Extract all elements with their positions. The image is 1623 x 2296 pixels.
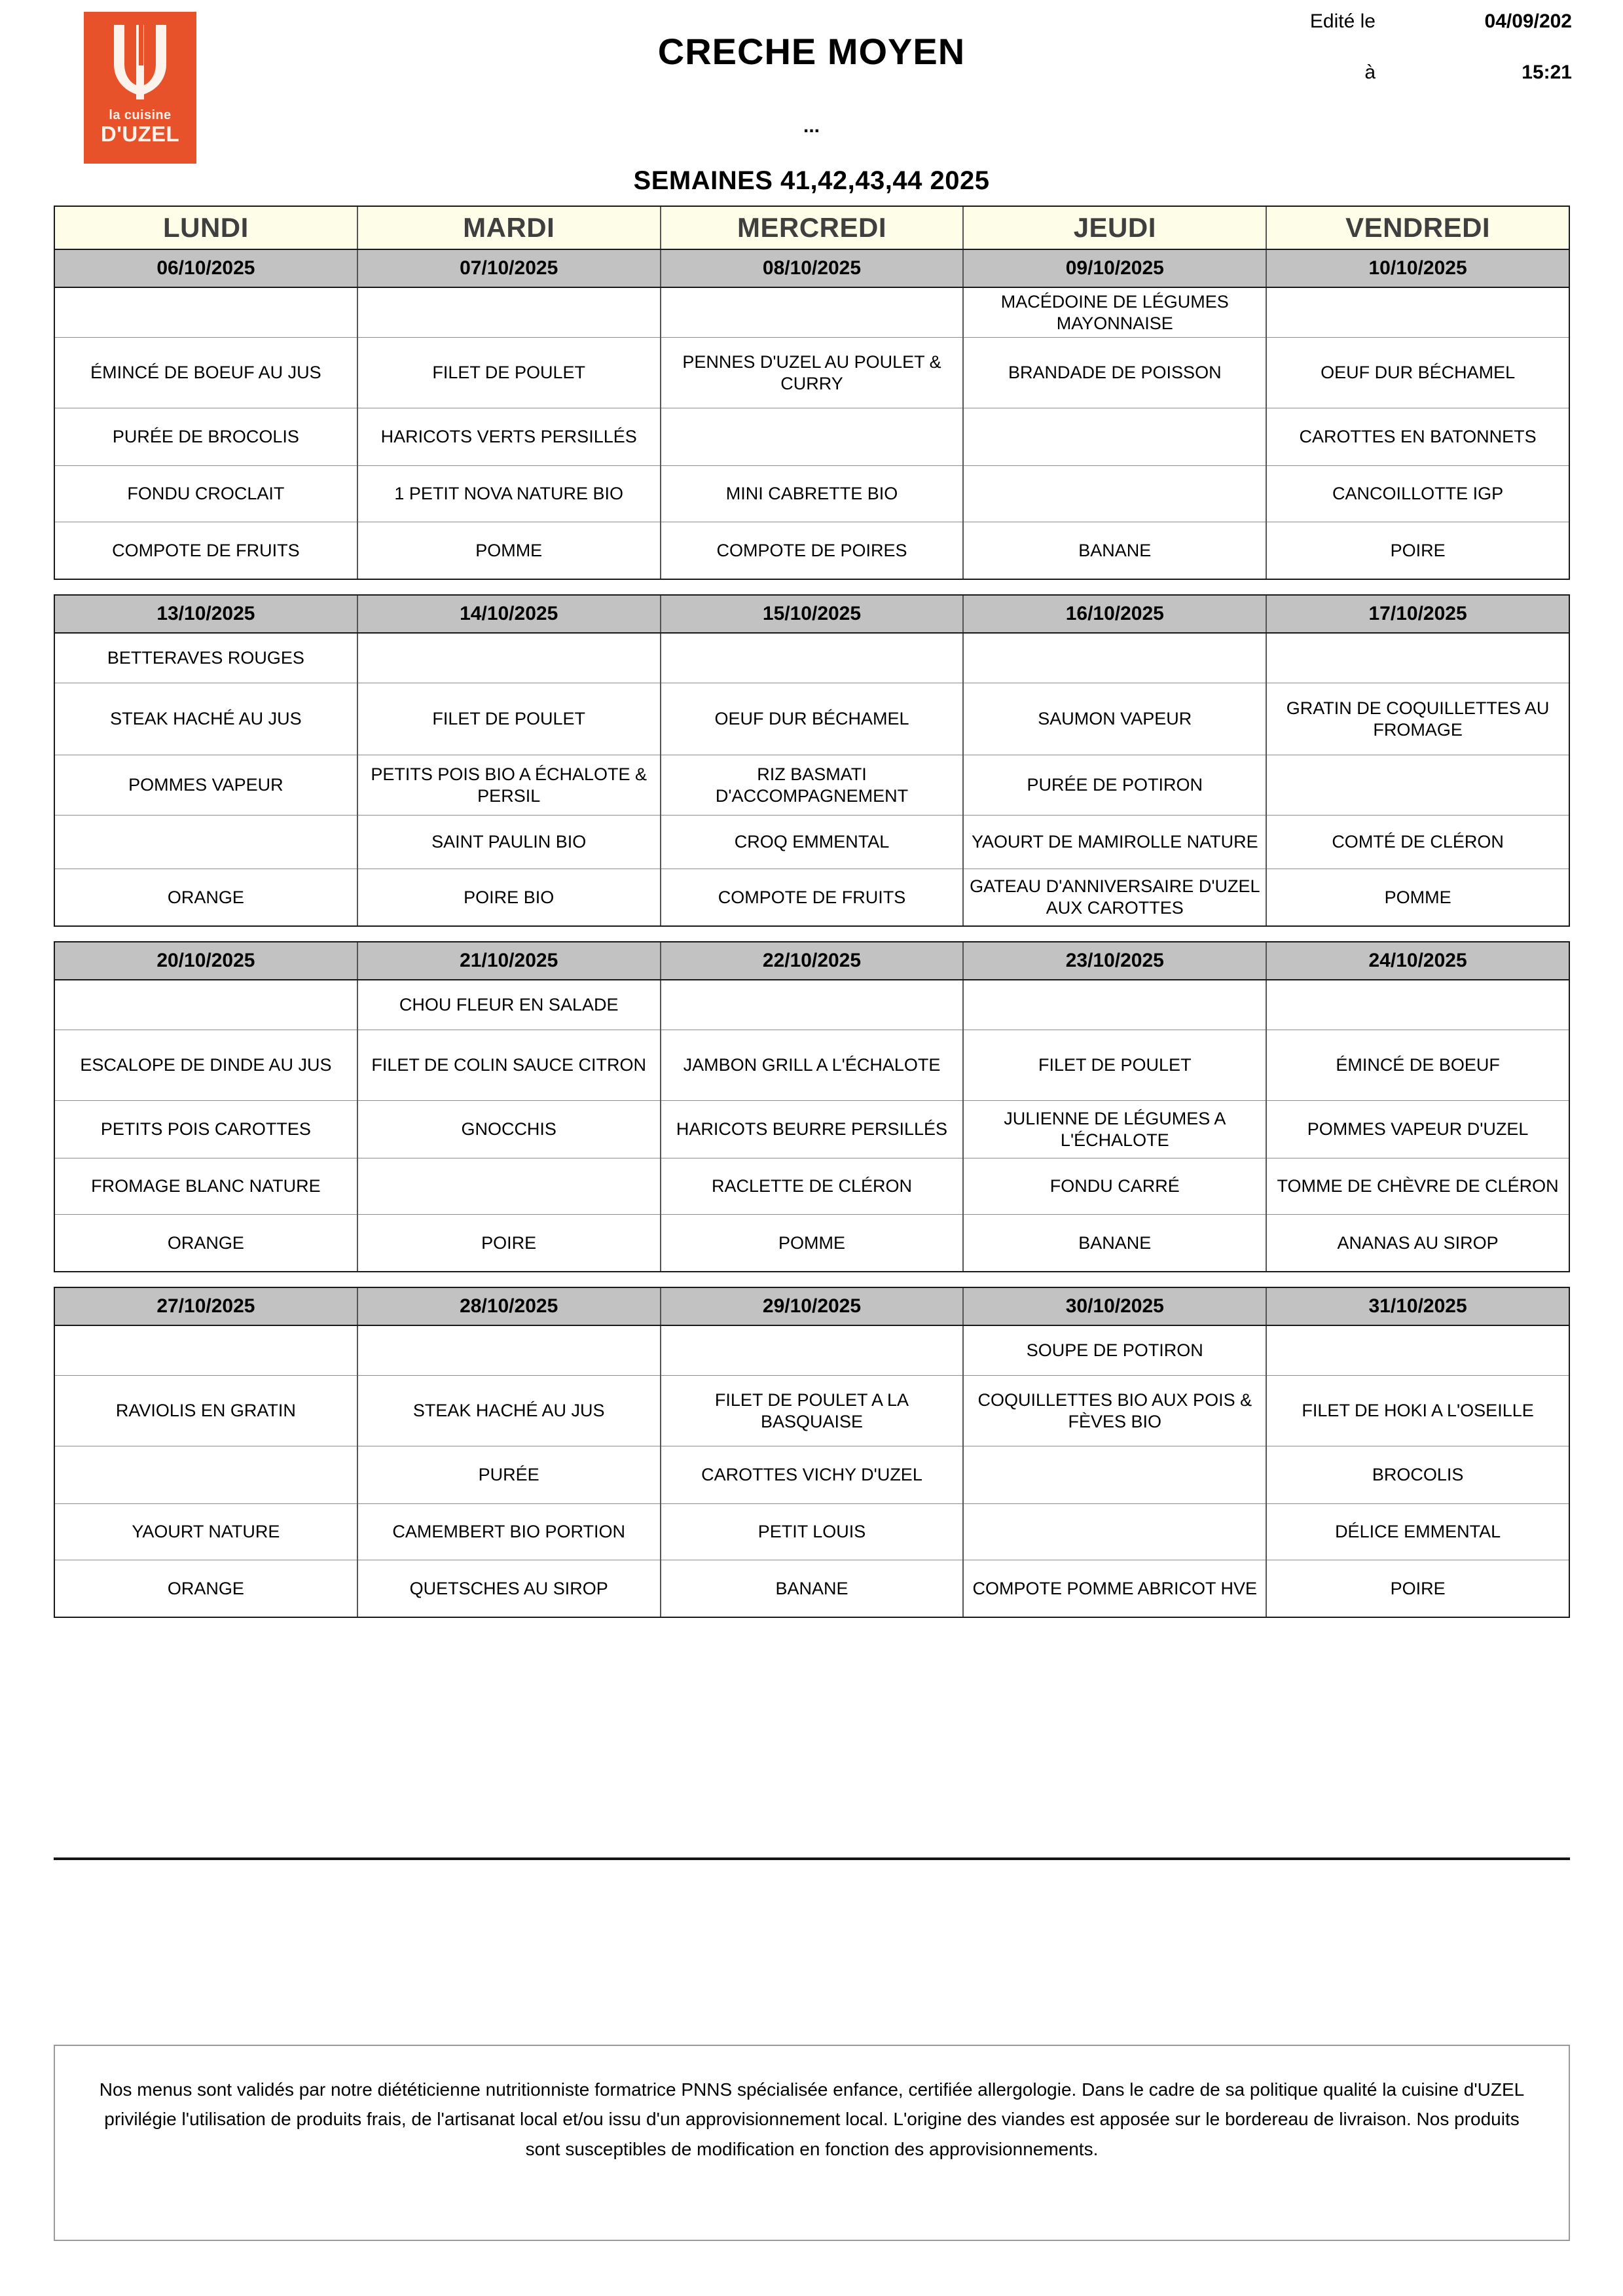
course-plat: JAMBON GRILL A L'ÉCHALOTE (661, 1030, 963, 1101)
course-fromage (358, 1158, 660, 1215)
week-dates-row (55, 250, 1569, 288)
course-fromage: YAOURT DE MAMIROLLE NATURE (964, 816, 1266, 869)
course-plat: STEAK HACHÉ AU JUS (358, 1376, 660, 1446)
day-column-vendredi (1267, 1326, 1569, 1617)
date-cell: 23/10/2025 (964, 942, 1267, 979)
week-block (54, 1287, 1570, 1618)
date-cell: 22/10/2025 (661, 942, 964, 979)
course-plat: RAVIOLIS EN GRATIN (55, 1376, 357, 1446)
date-cell: 06/10/2025 (55, 250, 358, 287)
day-column-jeudi (964, 288, 1267, 579)
day-column-mardi (358, 634, 661, 925)
course-dessert: QUETSCHES AU SIROP (409, 1578, 608, 1598)
course-dessert: POMME (1384, 887, 1451, 907)
course-garniture (1267, 755, 1569, 816)
page-subtitle: ... (803, 115, 820, 137)
date-cell: 14/10/2025 (358, 596, 661, 632)
logo-line-1: la cuisine (109, 108, 172, 122)
day-column-vendredi (1267, 288, 1569, 579)
course-plat: SAUMON VAPEUR (964, 683, 1266, 755)
day-column-vendredi (1267, 634, 1569, 925)
course-entree (964, 980, 1266, 1030)
date-cell: 09/10/2025 (964, 250, 1267, 287)
date-cell: 28/10/2025 (358, 1288, 661, 1325)
course-garniture: POMMES VAPEUR (55, 755, 357, 816)
course-plat: STEAK HACHÉ AU JUS (55, 683, 357, 755)
course-plat: ÉMINCÉ DE BOEUF (1267, 1030, 1569, 1101)
course-plat: FILET DE POULET (358, 338, 660, 408)
course-dessert: ANANAS AU SIROP (1337, 1232, 1499, 1253)
course-plat: FILET DE HOKI A L'OSEILLE (1267, 1376, 1569, 1446)
day-column-mercredi (661, 1326, 964, 1617)
day-column-jeudi (964, 980, 1267, 1271)
course-plat: FILET DE POULET (964, 1030, 1266, 1101)
course-dessert: BANANE (775, 1578, 848, 1598)
course-fromage: FONDU CARRÉ (964, 1158, 1266, 1215)
course-dessert: POIRE (1390, 1578, 1446, 1598)
date-cell: 30/10/2025 (964, 1288, 1267, 1325)
course-entree (964, 634, 1266, 683)
course-garniture: PETITS POIS CAROTTES (55, 1101, 357, 1158)
course-plat: BRANDADE DE POISSON (964, 338, 1266, 408)
edition-date-row (1245, 12, 1572, 31)
day-column-mardi (358, 1326, 661, 1617)
date-cell: 29/10/2025 (661, 1288, 964, 1325)
course-entree: MACÉDOINE DE LÉGUMES MAYONNAISE (964, 288, 1266, 338)
date-cell: 24/10/2025 (1368, 950, 1467, 971)
course-fromage: YAOURT NATURE (55, 1504, 357, 1560)
week-courses-grid (55, 634, 1569, 925)
course-dessert: COMPOTE POMME ABRICOT HVE (972, 1578, 1258, 1598)
course-plat: ÉMINCÉ DE BOEUF AU JUS (55, 338, 357, 408)
course-plat: COQUILLETTES BIO AUX POIS & FÈVES BIO (964, 1376, 1266, 1446)
course-dessert: POMME (778, 1232, 845, 1253)
course-garniture: BROCOLIS (1267, 1446, 1569, 1504)
disclaimer-text: Nos menus sont validés par notre diététicienne nutritionniste formatrice PNNS spécialisée enfance, certifiée allergologie. Dans le cadre de sa politique qualité la cuisine d'UZEL privilégie l'utilisation de produits frais, de l'artisanat local et/ou issu d'un approvisionnement local. L'origine des viandes est apposée sur le bordereau de livraison. Nos produits sont susceptibles de modification en fonction des approvisionnements. (99, 2079, 1525, 2159)
course-entree (661, 288, 963, 338)
course-entree (358, 1326, 660, 1376)
week-courses-grid (55, 1326, 1569, 1617)
course-fromage (964, 1504, 1266, 1560)
weekday-header-jeudi: JEUDI (964, 207, 1267, 249)
course-entree (661, 980, 963, 1030)
course-plat: FILET DE POULET A LA BASQUAISE (661, 1376, 963, 1446)
course-fromage: CAMEMBERT BIO PORTION (358, 1504, 660, 1560)
course-garniture: PURÉE (358, 1446, 660, 1504)
day-column-mercredi (661, 634, 964, 925)
course-fromage: TOMME DE CHÈVRE DE CLÉRON (1267, 1158, 1569, 1215)
course-entree (358, 288, 660, 338)
course-garniture (661, 408, 963, 466)
day-column-lundi (55, 1326, 358, 1617)
course-fromage: PETIT LOUIS (661, 1504, 963, 1560)
course-fromage: FROMAGE BLANC NATURE (55, 1158, 357, 1215)
course-plat: FILET DE COLIN SAUCE CITRON (358, 1030, 660, 1101)
date-cell: 07/10/2025 (358, 250, 661, 287)
day-column-mercredi (661, 980, 964, 1271)
date-cell: 21/10/2025 (358, 942, 661, 979)
course-dessert: POIRE BIO (464, 887, 555, 907)
course-entree (1267, 634, 1569, 683)
weekday-header-vendredi: VENDREDI (1345, 212, 1491, 243)
course-plat: PENNES D'UZEL AU POULET & CURRY (661, 338, 963, 408)
edition-date-value: 04/09/202 (1484, 10, 1572, 32)
course-fromage: RACLETTE DE CLÉRON (661, 1158, 963, 1215)
course-plat: GRATIN DE COQUILLETTES AU FROMAGE (1267, 683, 1569, 755)
course-fromage: SAINT PAULIN BIO (358, 816, 660, 869)
course-garniture: PURÉE DE BROCOLIS (55, 408, 357, 466)
week-courses-grid (55, 980, 1569, 1271)
week-courses-grid (55, 288, 1569, 579)
disclaimer-box (54, 2045, 1570, 2241)
course-dessert: POMME (475, 540, 543, 560)
date-cell: 08/10/2025 (661, 250, 964, 287)
week-dates-row (55, 942, 1569, 980)
edition-info (1245, 12, 1572, 114)
course-garniture: GNOCCHIS (358, 1101, 660, 1158)
course-garniture: HARICOTS BEURRE PERSILLÉS (661, 1101, 963, 1158)
day-column-mardi (358, 288, 661, 579)
weekday-header-lundi: LUNDI (55, 207, 358, 249)
date-cell: 20/10/2025 (55, 942, 358, 979)
date-cell: 31/10/2025 (1368, 1295, 1467, 1317)
course-dessert: ORANGE (167, 1232, 244, 1253)
course-entree: BETTERAVES ROUGES (55, 634, 357, 683)
course-fromage: FONDU CROCLAIT (55, 466, 357, 522)
course-dessert: ORANGE (167, 1578, 244, 1598)
course-entree (55, 980, 357, 1030)
date-cell: 15/10/2025 (661, 596, 964, 632)
week-dates-row (55, 596, 1569, 634)
edition-time-value: 15:21 (1522, 62, 1572, 83)
course-dessert: BANANE (1078, 540, 1152, 560)
date-cell: 17/10/2025 (1368, 603, 1467, 624)
course-garniture: CAROTTES EN BATONNETS (1267, 408, 1569, 466)
course-garniture (55, 1446, 357, 1504)
footer-separator-rule (54, 1857, 1570, 1860)
weekday-header-mardi: MARDI (358, 207, 661, 249)
day-column-jeudi (964, 634, 1267, 925)
course-entree (1267, 1326, 1569, 1376)
day-column-mercredi (661, 288, 964, 579)
week-block (54, 594, 1570, 927)
day-column-lundi (55, 634, 358, 925)
date-cell: 13/10/2025 (55, 596, 358, 632)
course-plat: OEUF DUR BÉCHAMEL (661, 683, 963, 755)
course-fromage: MINI CABRETTE BIO (661, 466, 963, 522)
weekday-header-row (54, 206, 1570, 250)
day-column-vendredi (1267, 980, 1569, 1271)
course-entree (1267, 288, 1569, 338)
course-garniture: RIZ BASMATI D'ACCOMPAGNEMENT (661, 755, 963, 816)
day-column-lundi (55, 980, 358, 1271)
course-fromage: COMTÉ DE CLÉRON (1267, 816, 1569, 869)
document-header (0, 0, 1623, 203)
course-entree (358, 634, 660, 683)
course-plat: FILET DE POULET (358, 683, 660, 755)
week-block (54, 250, 1570, 580)
week-dates-row (55, 1288, 1569, 1326)
course-dessert: GATEAU D'ANNIVERSAIRE D'UZEL AUX CAROTTES (970, 876, 1260, 918)
edition-time-label: à (1364, 62, 1376, 83)
course-entree: SOUPE DE POTIRON (964, 1326, 1266, 1376)
course-dessert: POIRE (1390, 540, 1446, 560)
course-fromage (964, 466, 1266, 522)
course-fromage: CROQ EMMENTAL (661, 816, 963, 869)
course-entree (661, 1326, 963, 1376)
course-entree: CHOU FLEUR EN SALADE (358, 980, 660, 1030)
course-fromage: DÉLICE EMMENTAL (1267, 1504, 1569, 1560)
course-dessert: BANANE (1078, 1232, 1152, 1253)
date-cell: 10/10/2025 (1368, 257, 1467, 279)
day-column-jeudi (964, 1326, 1267, 1617)
course-entree (661, 634, 963, 683)
date-cell: 16/10/2025 (964, 596, 1267, 632)
edition-time-row (1245, 63, 1572, 82)
weeks-range-label: SEMAINES 41,42,43,44 2025 (633, 166, 990, 195)
date-cell: 27/10/2025 (55, 1288, 358, 1325)
course-fromage (55, 816, 357, 869)
course-dessert: COMPOTE DE POIRES (716, 540, 907, 560)
course-entree (55, 1326, 357, 1376)
course-plat: ESCALOPE DE DINDE AU JUS (55, 1030, 357, 1101)
day-column-mardi (358, 980, 661, 1271)
course-garniture (964, 1446, 1266, 1504)
course-garniture: HARICOTS VERTS PERSILLÉS (358, 408, 660, 466)
course-fromage: 1 PETIT NOVA NATURE BIO (358, 466, 660, 522)
day-column-lundi (55, 288, 358, 579)
course-garniture: POMMES VAPEUR D'UZEL (1267, 1101, 1569, 1158)
page-title: CRECHE MOYEN (657, 31, 966, 72)
course-garniture: PURÉE DE POTIRON (964, 755, 1266, 816)
course-dessert: COMPOTE DE FRUITS (112, 540, 300, 560)
course-garniture: CAROTTES VICHY D'UZEL (661, 1446, 963, 1504)
course-entree (1267, 980, 1569, 1030)
course-garniture: JULIENNE DE LÉGUMES A L'ÉCHALOTE (964, 1101, 1266, 1158)
edition-date-label: Edité le (1309, 10, 1376, 32)
course-entree (55, 288, 357, 338)
course-dessert: POIRE (481, 1232, 537, 1253)
menu-table (54, 206, 1570, 1632)
logo-line-2: D'UZEL (100, 122, 180, 147)
course-garniture: PETITS POIS BIO A ÉCHALOTE & PERSIL (358, 755, 660, 816)
course-garniture (964, 408, 1266, 466)
weekday-header-mercredi: MERCREDI (661, 207, 964, 249)
course-dessert: ORANGE (167, 887, 244, 907)
course-fromage: CANCOILLOTTE IGP (1267, 466, 1569, 522)
week-block (54, 941, 1570, 1272)
course-plat: OEUF DUR BÉCHAMEL (1267, 338, 1569, 408)
course-dessert: COMPOTE DE FRUITS (718, 887, 906, 907)
